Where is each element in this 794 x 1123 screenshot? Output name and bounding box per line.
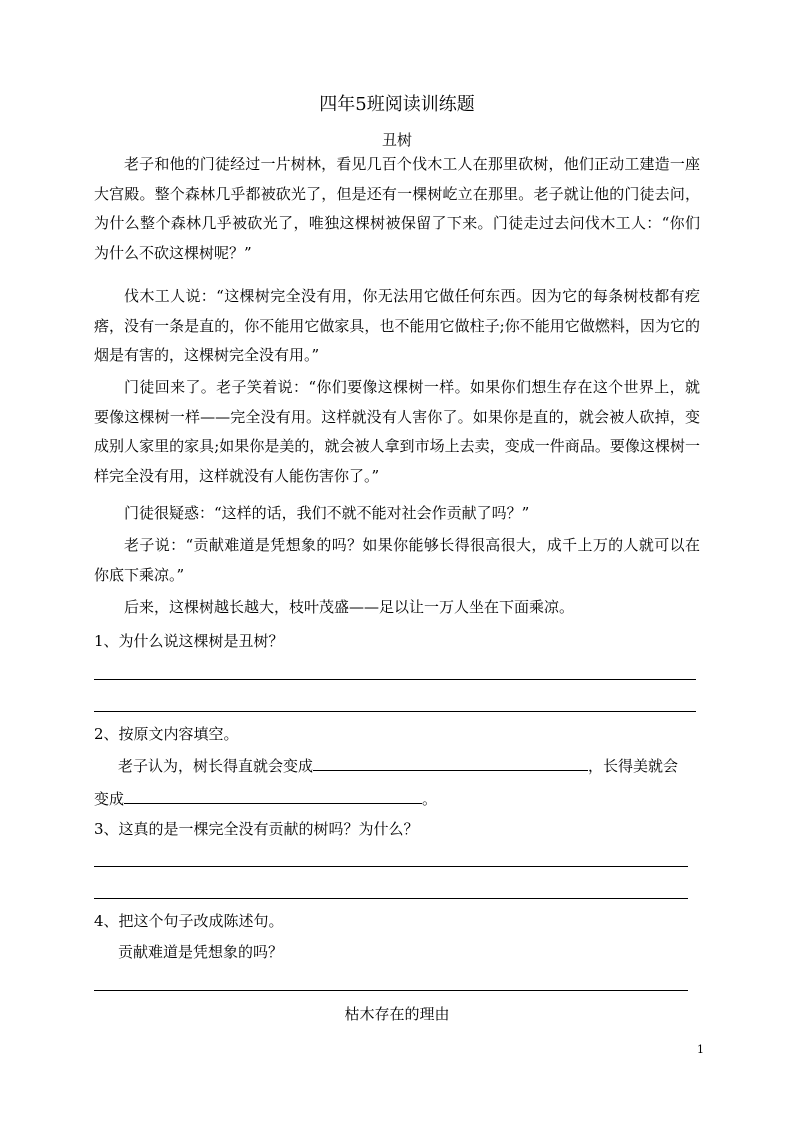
answer-line[interactable] xyxy=(94,990,688,991)
fill-prompt-start: 老子认为，树长得直就会变成 xyxy=(118,757,314,775)
question-3: 3、这真的是一棵完全没有贡献的树吗？为什么？ xyxy=(94,820,419,838)
story-paragraph-5: 老子说：“贡献难道是凭想象的吗？如果你能够长得很高很大，成千上万的人就可以在你底下乘凉。” xyxy=(94,536,700,584)
page-title: 四年5班阅读训练题 xyxy=(319,94,475,115)
story-paragraph-2: 伐木工人说：“这棵树完全没有用，你无法用它做任何东西。因为它的每条树枝都有疙瘩，没有一条是直的，你不能用它做家具，也不能用它做柱子;你不能用它做燃料，因为它的烟是有害的，这棵树完全没有用。” xyxy=(94,287,700,364)
story-paragraph-3: 门徒回来了。老子笑着说：“你们要像这棵树一样。如果你们想生存在这个世界上，就要像这棵树一样——完全没有用。这样就没有人害你了。如果你是直的，就会被人砍掉，变成别人家里的家具;如果你是美的，就会被人拿到市场上去卖，变成一件商品。要像这棵树一样完全没有用，这样就没有人能伤害你了。” xyxy=(94,378,700,485)
story-paragraph-1: 老子和他的门徒经过一片树林，看见几百个伐木工人在那里砍树，他们正动工建造一座大宫殿。整个森林几乎都被砍光了，但是还有一棵树屹立在那里。老子就让他的门徒去问，为什么整个森林几乎被砍光了，唯独这棵树被保留了下来。门徒走过去问伐木工人：“你们为什么不砍这棵树呢？” xyxy=(94,155,700,262)
fill-blank[interactable] xyxy=(313,754,588,771)
story-paragraph-4: 门徒很疑惑：“这样的话，我们不就不能对社会作贡献了吗？” xyxy=(124,504,530,522)
fill-blank-row-2 xyxy=(94,787,706,810)
fill-prompt-end: ，长得美就会 xyxy=(588,757,679,775)
answer-line[interactable] xyxy=(94,711,696,712)
next-story-title: 枯木存在的理由 xyxy=(344,1005,450,1023)
fill-blank[interactable] xyxy=(124,787,422,804)
answer-line[interactable] xyxy=(94,898,688,899)
story-title: 丑树 xyxy=(381,131,412,149)
question-2: 2、按原文内容填空。 xyxy=(94,725,239,743)
story-paragraph-6: 后来，这棵树越长越大，枝叶茂盛——足以让一万人坐在下面乘凉。 xyxy=(124,598,575,616)
question-1: 1、为什么说这棵树是丑树？ xyxy=(94,632,284,650)
fill-prompt-end: 。 xyxy=(422,790,438,808)
question-4-sentence: 贡献难道是凭想象的吗？ xyxy=(118,943,284,961)
fill-prompt-start: 变成 xyxy=(94,790,125,808)
fill-blank-row-1 xyxy=(118,754,708,777)
question-4: 4、把这个句子改成陈述句。 xyxy=(94,912,284,930)
page-number: 1 xyxy=(697,1043,704,1056)
answer-line[interactable] xyxy=(94,679,696,680)
answer-line[interactable] xyxy=(94,866,688,867)
